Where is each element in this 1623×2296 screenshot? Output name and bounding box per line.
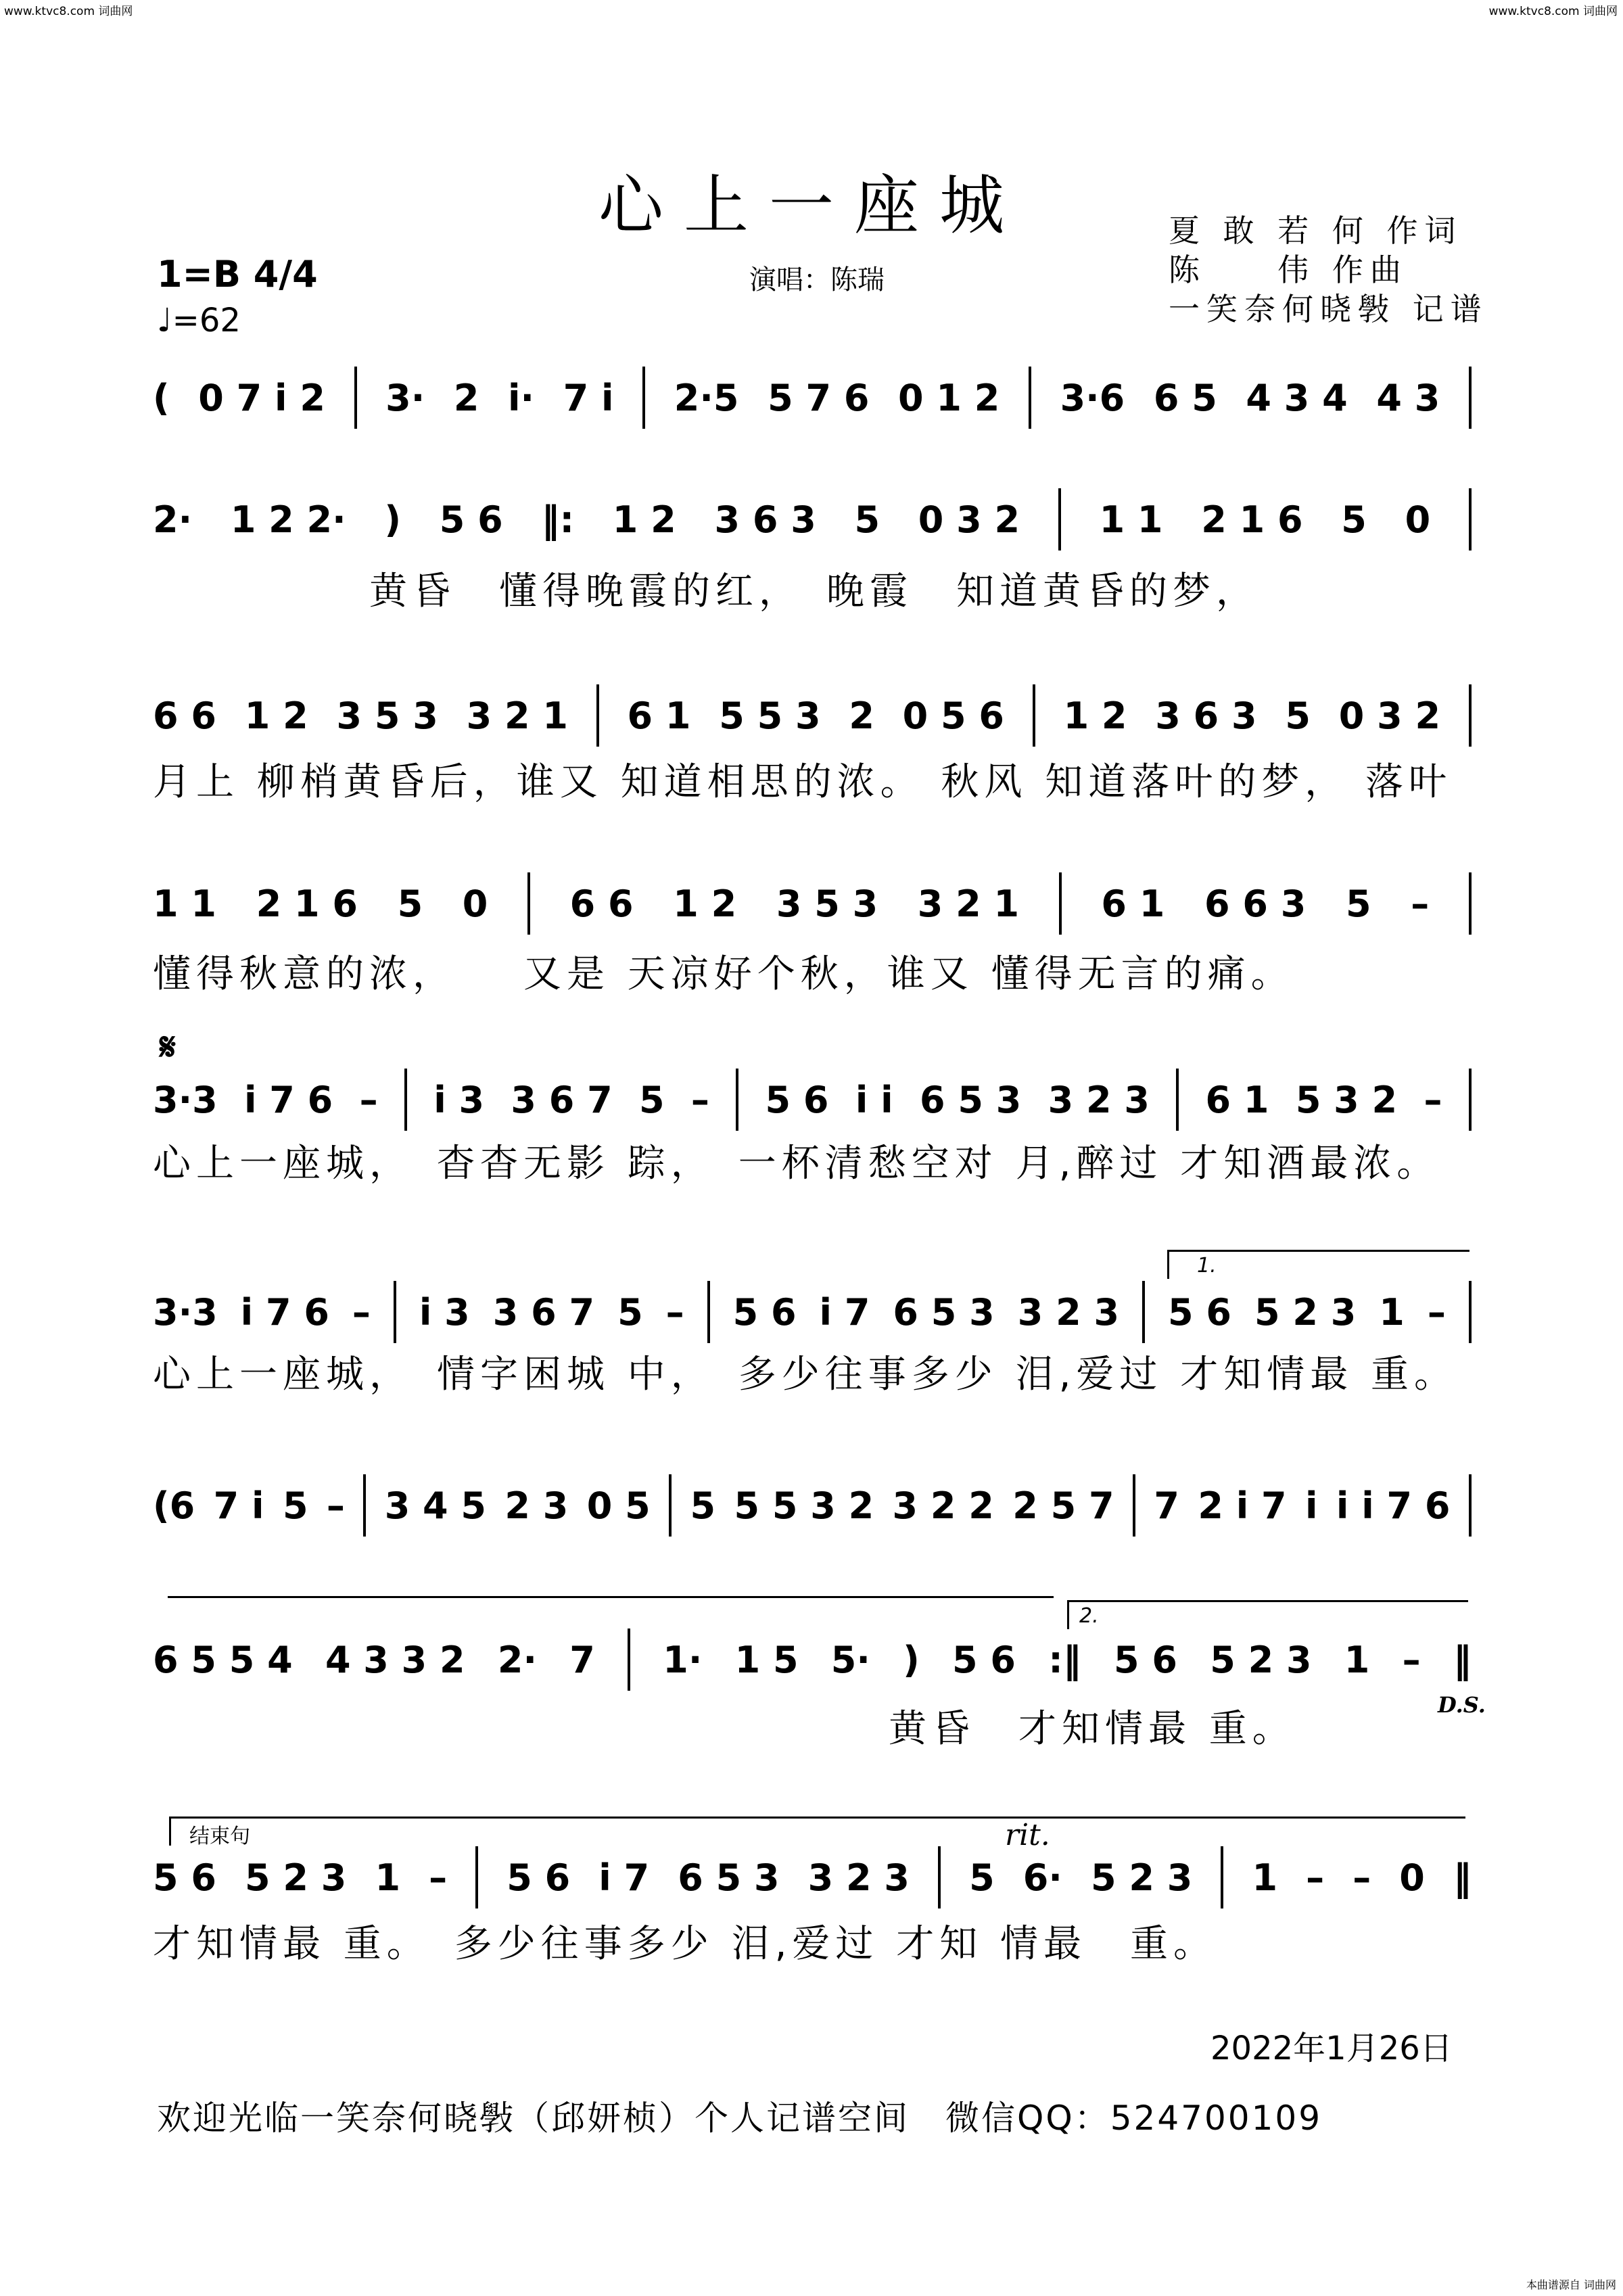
coda-bracket	[169, 1817, 1465, 1846]
note-group: 3 6 7	[492, 1290, 595, 1334]
corner-watermark: 本曲谱源自 词曲网	[1526, 2278, 1616, 2291]
note-group: 1 1	[153, 882, 216, 925]
note-group: 3·6	[1060, 376, 1125, 419]
credits	[1169, 211, 1488, 329]
note-group: 0 5	[586, 1484, 651, 1527]
note-group: i i	[855, 1078, 893, 1121]
note-group: 4 3 4	[1246, 376, 1348, 419]
note-group: 2 i 7	[1198, 1484, 1287, 1527]
segno-sign: 𝄋	[160, 1025, 177, 1069]
note-group: 5	[397, 882, 423, 925]
barline	[938, 1846, 941, 1908]
note-group: 5	[282, 1484, 308, 1527]
barline	[475, 1846, 478, 1908]
notation-row-5	[153, 1067, 1472, 1132]
note-group: 5 2 3	[1090, 1856, 1193, 1899]
site-watermark-left: www.ktvc8.com 词曲网	[4, 5, 133, 18]
barline	[1142, 1281, 1145, 1343]
note-group: 6 5	[1153, 376, 1217, 419]
barline	[669, 1474, 672, 1537]
note-group: –	[690, 1078, 709, 1121]
note-group: 2·5	[674, 376, 739, 419]
note-group: 2	[453, 376, 479, 419]
note-group: 1 2	[673, 882, 737, 925]
note-group: ‖	[1453, 1638, 1472, 1681]
note-group: 1·	[663, 1638, 703, 1681]
note-group: 5	[617, 1290, 643, 1334]
note-group: 1 2 2·	[230, 498, 346, 541]
note-group: i 7	[598, 1856, 650, 1899]
note-group: 6 5 3	[678, 1856, 780, 1899]
note-group: 7	[1154, 1484, 1179, 1527]
note-group: –	[1424, 1078, 1442, 1121]
note-group: i	[1305, 1484, 1318, 1527]
note-group: 0	[1405, 498, 1431, 541]
lyric-line-5: 心上一座城， 杳杳无影 踪， 一杯清愁空对 月,醉过 才知酒最浓。	[153, 1142, 1440, 1186]
note-group: 6·	[1022, 1856, 1062, 1899]
lyric-line-9: 才知情最 重。 多少往事多少 泪,爱过 才知 情最 重。	[153, 1922, 1217, 1966]
note-group: –	[429, 1856, 448, 1899]
footer-note: 欢迎光临一笑奈何晓斅（邱妍桢）个人记谱空间 微信QQ：524700109	[157, 2099, 1323, 2138]
note-group: 6 5 3	[893, 1290, 995, 1334]
barline	[1469, 684, 1472, 747]
note-group: 5 3 2	[1295, 1078, 1398, 1121]
volta-bracket-2	[1067, 1600, 1468, 1629]
notation-row-2	[153, 487, 1472, 552]
note-group: 6 5 5 4	[153, 1638, 293, 1681]
barline	[1469, 1281, 1472, 1343]
note-group: )	[384, 498, 402, 541]
notation-row-9	[153, 1845, 1472, 1910]
tempo-mark: ♩=62	[157, 302, 241, 339]
barline	[628, 1629, 630, 1691]
transcriber-credit: 一笑奈何晓斅 记谱	[1169, 291, 1488, 327]
notation-row-6	[153, 1280, 1472, 1344]
note-group: –	[1352, 1856, 1371, 1899]
note-group: 5 2 3	[1210, 1638, 1312, 1681]
note-group: :‖	[1048, 1638, 1081, 1681]
note-group: ‖:	[541, 498, 575, 541]
note-group: 5 6	[952, 1638, 1016, 1681]
notation-row-8	[153, 1627, 1472, 1692]
note-group: 3 6 3	[1155, 694, 1257, 737]
note-group: 5 6	[1114, 1638, 1177, 1681]
note-group: 5 6	[732, 1290, 797, 1334]
note-group: 7	[569, 1638, 595, 1681]
note-group: 1	[1379, 1290, 1405, 1334]
note-group: 5 7 6	[768, 376, 870, 419]
note-group: i 7 6	[243, 1078, 333, 1121]
note-group: 2 5 7	[1012, 1484, 1114, 1527]
note-group: 3 4 5	[384, 1484, 487, 1527]
date: 2022年1月26日	[1210, 2030, 1453, 2067]
barline	[394, 1281, 396, 1343]
note-group: –	[665, 1290, 684, 1334]
note-group: 6 1	[1101, 882, 1165, 925]
note-group: 6 6	[153, 694, 216, 737]
note-group: (6	[153, 1484, 195, 1527]
slur-line	[168, 1596, 1054, 1625]
barline	[1059, 872, 1062, 935]
note-group: (	[153, 376, 170, 419]
singer-credit: 演唱：陈瑞	[749, 264, 885, 296]
note-group: 3 2 3	[1017, 1290, 1120, 1334]
notation-row-7	[153, 1473, 1472, 1538]
note-group: 3 2 1	[466, 694, 568, 737]
note-group: 5 6	[1168, 1290, 1231, 1334]
note-group: 1	[1252, 1856, 1278, 1899]
barline	[527, 872, 530, 935]
barline	[1469, 1474, 1472, 1537]
note-group: –	[1402, 1638, 1421, 1681]
note-group: 6 1	[627, 694, 691, 737]
notation-row-3	[153, 683, 1472, 748]
barline	[1469, 367, 1472, 429]
note-group: 2·	[497, 1638, 537, 1681]
note-group: i 7	[819, 1290, 870, 1334]
note-group: 2·	[153, 498, 193, 541]
note-group: 5	[690, 1484, 716, 1527]
note-group: 3·3	[153, 1290, 218, 1334]
barline	[363, 1474, 366, 1537]
note-group: 0 3 2	[918, 498, 1020, 541]
note-group: 3 2 3	[807, 1856, 910, 1899]
note-group: –	[359, 1078, 378, 1121]
note-group: 3 6 3	[714, 498, 816, 541]
note-group: 4 3 3 2	[325, 1638, 465, 1681]
lyric-line-6: 心上一座城， 情字困城 中， 多少往事多少 泪,爱过 才知情最 重。	[153, 1353, 1458, 1397]
note-group: i 3	[419, 1290, 470, 1334]
dal-segno-mark: D.S.	[1438, 1692, 1486, 1718]
barline	[1469, 488, 1472, 550]
barline	[1029, 367, 1031, 429]
note-group: 1	[1344, 1638, 1370, 1681]
note-group: 2 1 6	[256, 882, 358, 925]
barline	[1176, 1069, 1179, 1131]
lyricist-credit: 夏 敢 若 何 作词	[1169, 212, 1463, 249]
note-group: 1 2	[1063, 694, 1127, 737]
note-group: 5 5 3	[719, 694, 821, 737]
barline	[1469, 1069, 1472, 1131]
note-group: 1 5	[734, 1638, 799, 1681]
note-group: 0 7 i 2	[198, 376, 325, 419]
note-group: 5 6	[153, 1856, 216, 1899]
lyric-line-4: 懂得秋意的浓， 又是 天凉好个秋，谁又 懂得无言的痛。	[153, 952, 1294, 996]
note-group: 7 i	[213, 1484, 264, 1527]
barline	[1058, 488, 1061, 550]
note-group: 0	[462, 882, 488, 925]
volta-number-2: 2.	[1079, 1604, 1099, 1628]
volta-number-1: 1.	[1197, 1254, 1217, 1278]
ritardando-mark: rit.	[1005, 1818, 1050, 1852]
note-group: 3 2 3	[1048, 1078, 1150, 1121]
note-group: 0 5 6	[902, 694, 1004, 737]
barline	[1469, 872, 1472, 935]
note-group: 5 5 3 2	[734, 1484, 874, 1527]
note-group: 6 6	[569, 882, 634, 925]
note-group: 1 2	[244, 694, 308, 737]
note-group: 0	[1399, 1856, 1425, 1899]
note-group: 7 i	[563, 376, 614, 419]
note-group: 5 6	[765, 1078, 829, 1121]
note-group: 3 2 2	[892, 1484, 994, 1527]
note-group: ‖	[1453, 1856, 1472, 1899]
note-group: 5·	[830, 1638, 870, 1681]
notation-row-4	[153, 871, 1472, 936]
lyric-line-3: 月上 柳梢黄昏后，谁又 知道相思的浓。 秋风 知道落叶的梦， 落叶	[153, 760, 1453, 804]
note-group: 3 2 1	[917, 882, 1020, 925]
note-group: 5 6	[507, 1856, 571, 1899]
note-group: 6 5 3	[919, 1078, 1022, 1121]
note-group: 5	[969, 1856, 995, 1899]
note-group: 5	[1345, 882, 1371, 925]
note-group: i i 7 6	[1336, 1484, 1451, 1527]
note-group: 1	[375, 1856, 401, 1899]
note-group: 2 1 6	[1201, 498, 1303, 541]
page-title: 心上一座城	[598, 168, 1025, 243]
barline	[736, 1069, 738, 1131]
note-group: –	[1411, 882, 1430, 925]
site-watermark-right: www.ktvc8.com 词曲网	[1488, 5, 1618, 18]
note-group: 3 5 3	[776, 882, 878, 925]
note-group: 3 5 3	[336, 694, 438, 737]
note-group: 2 3	[504, 1484, 569, 1527]
note-group: 0 3 2	[1338, 694, 1441, 737]
note-group: i·	[508, 376, 535, 419]
note-group: i 3	[433, 1078, 485, 1121]
barline	[1221, 1846, 1223, 1908]
note-group: 2	[849, 694, 874, 737]
lyric-line-8: 黄昏 才知情最 重。	[153, 1707, 1296, 1751]
note-group: 6 1	[1205, 1078, 1269, 1121]
note-group: 1 1	[1099, 498, 1163, 541]
barline	[354, 367, 357, 429]
note-group: –	[1427, 1290, 1446, 1334]
barline	[707, 1281, 710, 1343]
note-group: 3·	[385, 376, 425, 419]
note-group: 4 3	[1376, 376, 1440, 419]
note-group: 1 2	[612, 498, 676, 541]
key-signature: 1=B 4/4	[157, 253, 318, 296]
note-group: –	[326, 1484, 345, 1527]
note-group: 3 6 7	[511, 1078, 613, 1121]
note-group: 6 6 3	[1204, 882, 1307, 925]
note-group: 5	[1285, 694, 1311, 737]
coda-label: 结束句	[189, 1825, 250, 1848]
barline	[404, 1069, 407, 1131]
note-group: 5 2 3	[1254, 1290, 1357, 1334]
barline	[1133, 1474, 1135, 1537]
barline	[1033, 684, 1035, 747]
note-group: i 7 6	[240, 1290, 329, 1334]
lyric-line-2: 黄昏 懂得晚霞的红， 晚霞 知道黄昏的梦，	[153, 569, 1259, 613]
composer-credit: 陈 伟 作曲	[1169, 252, 1408, 288]
note-group: 5	[1341, 498, 1367, 541]
note-group: 3·3	[153, 1078, 218, 1121]
barline	[596, 684, 599, 747]
note-group: –	[1306, 1856, 1325, 1899]
barline	[642, 367, 645, 429]
note-group: 0 1 2	[898, 376, 1000, 419]
note-group: )	[903, 1638, 920, 1681]
note-group: –	[352, 1290, 371, 1334]
notation-row-1	[153, 365, 1472, 430]
note-group: 5 2 3	[245, 1856, 347, 1899]
note-group: 5 6	[439, 498, 503, 541]
note-group: 5	[639, 1078, 665, 1121]
note-group: 5	[854, 498, 880, 541]
